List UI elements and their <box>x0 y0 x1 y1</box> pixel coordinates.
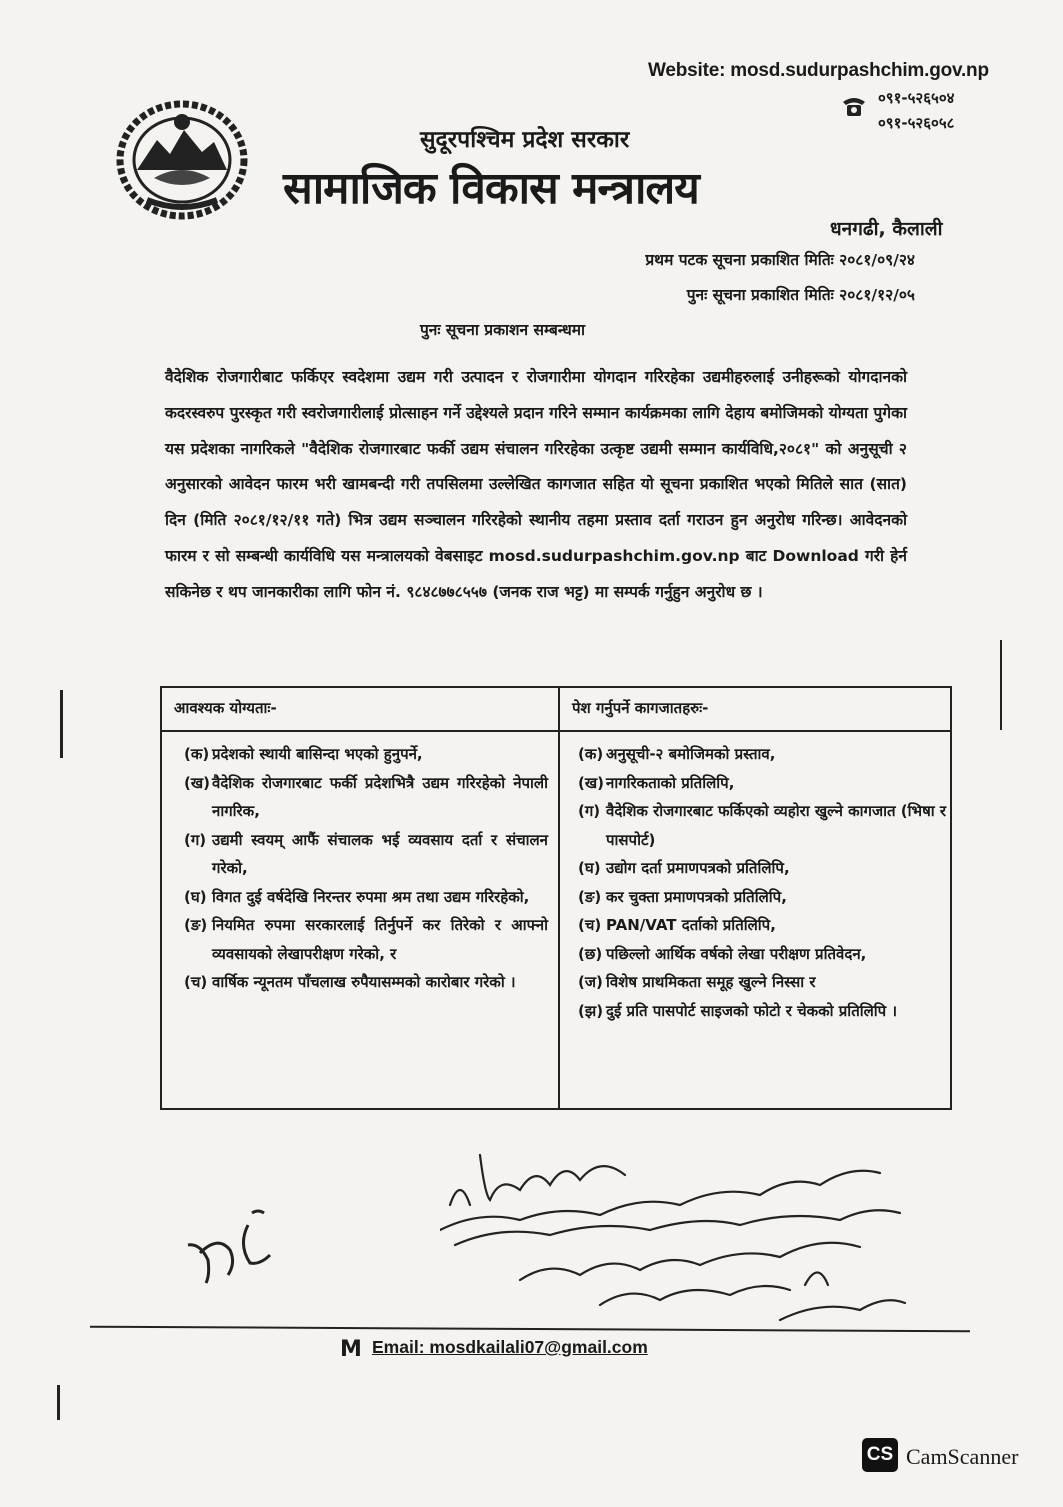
scan-edge-mark <box>57 1385 60 1420</box>
item-marker: (घ) <box>184 887 207 906</box>
documents-cell <box>559 731 951 1109</box>
document-item <box>578 911 946 940</box>
camscanner-logo: CS <box>862 1438 898 1472</box>
item-text: उद्योग दर्ता प्रमाणपत्रको प्रतिलिपि, <box>606 859 790 877</box>
requirements-table <box>160 686 952 1110</box>
item-text: कर चुक्ता प्रमाणपत्रको प्रतिलिपि, <box>606 887 787 906</box>
item-text: विशेष प्राथमिकता समूह खुल्ने निस्सा र <box>606 973 816 991</box>
signature-left <box>178 1205 288 1285</box>
document-item <box>578 883 946 912</box>
item-marker: (छ) <box>578 944 603 963</box>
item-text: प्रदेशको स्थायी बासिन्दा भएको हुनुपर्ने, <box>212 745 423 763</box>
contact-email: Email: mosdkailali07@gmail.com <box>372 1337 648 1357</box>
item-text: विगत दुई वर्षदेखि निरन्तर रुपमा श्रम तथा उद्यम गरिरहेको, <box>212 887 530 906</box>
document-item <box>578 797 946 854</box>
item-marker: (ङ) <box>578 887 602 906</box>
item-text: अनुसूची-२ बमोजिमको प्रस्ताव, <box>606 745 776 763</box>
item-text: पछिल्लो आर्थिक वर्षको लेखा परीक्षण प्रतिवेदन, <box>606 944 867 963</box>
notice-subject: पुनः सूचना प्रकाशन सम्बन्धमा <box>420 321 586 339</box>
qualification-item <box>184 883 548 912</box>
camscanner-label: CamScanner <box>906 1444 1019 1469</box>
office-location: धनगढी, कैलाली <box>830 218 943 240</box>
item-marker: (च) <box>184 973 208 991</box>
website-url: Website: mosd.sudurpashchim.gov.np <box>648 60 989 81</box>
government-name: सुदूरपश्चिम प्रदेश सरकार <box>420 127 630 153</box>
item-marker: (क) <box>184 745 210 763</box>
item-text: नागरिकताको प्रतिलिपि, <box>606 773 735 792</box>
item-marker: (ज) <box>578 973 603 991</box>
item-marker: (च) <box>578 916 602 934</box>
handwritten-note <box>440 1135 920 1340</box>
scan-edge-mark <box>60 690 63 758</box>
scan-edge-mark <box>1000 640 1002 730</box>
item-text: वैदेशिक रोजगारबाट फर्की प्रदेशभित्रै उद्यम गरिरहेको नेपाली नागरिक, <box>212 773 548 820</box>
qualification-item <box>184 911 548 968</box>
ministry-name: सामाजिक विकास मन्त्रालय <box>283 163 699 214</box>
item-text: उद्यमी स्वयम् आफैं संचालक भई व्यवसाय दर्ता र संचालन गरेको, <box>212 830 548 877</box>
documents-list <box>578 740 946 1025</box>
item-text: दुई प्रति पासपोर्ट साइजको फोटो र चेकको प्रतिलिपि । <box>606 1001 898 1020</box>
notice-body: वैदेशिक रोजगारीबाट फर्किएर स्वदेशमा उद्यम गरी उत्पादन र रोजगारीमा योगदान गरिरहेका उद्यमीहरुलाई उनीहरूको योगदानको कदरस्वरुप पुरस्कृत गरी स्वरोजगारीलाई प्रोत्साहन गर्ने उद्देश्यले प्रदान गरिने सम्मान कार्यक्रमका लागि देहाय बमोजिमको योग्यता पुगेका यस प्रदेशका नागरिकले "वैदेशिक रोजगारबाट फर्की उद्यम संचालन गरिरहेका उत्कृष्ट उद्यमी सम्मान कार्यविधि,२०८१" को अनुसूची २ अनुसारको आवेदन फारम भरी खामबन्दी गरी तपसिलमा उल्लेखित कागजात सहित यो सूचना प्रकाशित भएको मितिले सात (सात) दिन (मिति २०८१/१२/११ गते) भित्र उद्यम सञ्चालन गरिरहेको स्थानीय तहमा प्रस्ताव दर्ता गराउन हुन अनुरोध गरिन्छ। आवेदनको फारम र सो सम्बन्धी कार्यविधि यस मन्त्रालयको वेबसाइट mosd.sudurpashchim.gov.np बाट Download गरी हेर्न सकिनेछ र थप जानकारीका लागि फोन नं. ९८४८७७८५५७ (जनक राज भट्ट) मा सम्पर्क गर्नुहुन अनुरोध छ । <box>165 368 907 601</box>
qualification-item <box>184 826 548 883</box>
qualifications-cell <box>161 731 559 1109</box>
telephone-icon <box>840 92 868 120</box>
document-item <box>578 968 946 997</box>
documents-header: पेश गर्नुपर्ने कागजातहरुः- <box>559 687 951 731</box>
qualification-item <box>184 968 548 997</box>
item-marker: (घ) <box>578 859 601 877</box>
qualifications-list <box>184 740 548 997</box>
document-item <box>578 854 946 883</box>
item-marker: (ङ) <box>184 916 208 934</box>
second-publication-date: पुनः सूचना प्रकाशित मितिः २०८१/१२/०५ <box>686 286 915 304</box>
item-text: वैदेशिक रोजगारबाट फर्किएको व्यहोरा खुल्ने कागजात (भिषा र पासपोर्ट) <box>606 802 946 849</box>
item-text: वार्षिक न्यूनतम पाँचलाख रुपैयासम्मको कारोबार गरेको । <box>212 973 516 991</box>
email-icon: M <box>340 1337 362 1362</box>
document-item <box>578 940 946 969</box>
document-item <box>578 740 946 769</box>
item-text: PAN/VAT दर्ताको प्रतिलिपि, <box>606 916 776 934</box>
item-marker: (ख) <box>184 773 210 792</box>
phone-number-2: ०९१-५२६०५८ <box>878 114 955 132</box>
qualifications-header: आवश्यक योग्यताः- <box>161 687 559 731</box>
item-marker: (ग) <box>578 802 601 820</box>
nepal-emblem-icon <box>112 92 252 222</box>
first-publication-date: प्रथम पटक सूचना प्रकाशित मितिः २०८१/०९/२४ <box>645 251 915 269</box>
phone-number-1: ०९१-५२६५०४ <box>878 89 955 107</box>
qualification-item <box>184 740 548 769</box>
qualification-item <box>184 769 548 826</box>
document-item <box>578 997 946 1026</box>
item-marker: (झ) <box>578 1001 604 1020</box>
item-text: नियमित रुपमा सरकारलाई तिर्नुपर्ने कर तिरेको र आफ्नो व्यवसायको लेखापरीक्षण गरेको, र <box>212 916 548 963</box>
document-item <box>578 769 946 798</box>
item-marker: (ख) <box>578 773 604 792</box>
item-marker: (ग) <box>184 830 207 849</box>
item-marker: (क) <box>578 745 604 763</box>
